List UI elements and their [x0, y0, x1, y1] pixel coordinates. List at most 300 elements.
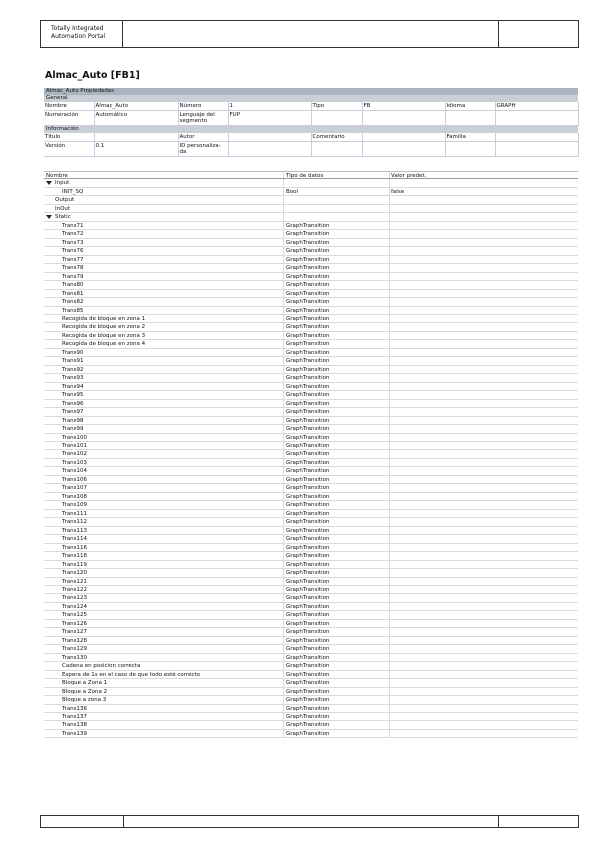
default-value	[390, 450, 578, 457]
data-type: GraphTransition	[284, 671, 390, 678]
default-value	[390, 484, 578, 491]
product-line-1: Totally Integrated	[51, 25, 104, 32]
variable-name	[44, 535, 284, 542]
table-row	[44, 188, 578, 196]
default-value	[390, 527, 578, 534]
default-value	[390, 290, 578, 297]
default-value	[390, 594, 578, 601]
product-line-2: Automation Portal	[51, 33, 106, 40]
footer-right-cell	[498, 816, 578, 827]
property-label: Familia	[445, 133, 495, 142]
data-type: GraphTransition	[284, 645, 390, 652]
table-row	[44, 637, 578, 645]
data-type: GraphTransition	[284, 425, 390, 432]
variable-name	[44, 721, 284, 728]
data-type: GraphTransition	[284, 400, 390, 407]
variable-name-text: Trans108	[62, 493, 88, 500]
variable-name-text: Trans80	[62, 282, 84, 289]
table-row	[44, 510, 578, 518]
product-name	[41, 21, 123, 47]
data-type: GraphTransition	[284, 247, 390, 254]
variable-name	[44, 230, 284, 237]
data-type: GraphTransition	[284, 230, 390, 237]
col-type-header: Tipo de datos	[284, 172, 390, 178]
default-value	[390, 273, 578, 280]
variable-name-text: Trans121	[62, 578, 88, 585]
data-type: GraphTransition	[284, 467, 390, 474]
default-value	[390, 671, 578, 678]
default-value	[390, 417, 578, 424]
property-label: Número	[178, 102, 228, 111]
variable-name-text: Trans73	[62, 239, 84, 246]
property-label: Lenguaje del segmento	[178, 111, 228, 126]
table-row	[44, 654, 578, 662]
default-value	[390, 264, 578, 271]
data-type: GraphTransition	[284, 578, 390, 585]
default-value	[390, 603, 578, 610]
variable-name	[44, 323, 284, 330]
variable-name-text: Trans92	[62, 366, 84, 373]
data-type: GraphTransition	[284, 459, 390, 466]
table-row	[44, 671, 578, 679]
table-row	[44, 256, 578, 264]
default-value	[390, 222, 578, 229]
default-value	[390, 374, 578, 381]
default-value	[390, 705, 578, 712]
default-value	[390, 552, 578, 559]
data-type	[284, 205, 390, 212]
default-value	[390, 391, 578, 398]
page-title: Almac_Auto [FB1]	[45, 70, 140, 81]
variable-name-text: Trans136	[62, 705, 88, 712]
table-row	[44, 594, 578, 602]
data-type: GraphTransition	[284, 586, 390, 593]
variable-name	[44, 467, 284, 474]
table-row	[44, 544, 578, 552]
variable-name-text: Trans96	[62, 400, 84, 407]
variable-name-text: Trans125	[62, 612, 88, 619]
property-value: 0.1	[94, 142, 178, 157]
variable-name	[44, 196, 284, 203]
default-value	[390, 442, 578, 449]
default-value	[390, 611, 578, 618]
default-value	[390, 256, 578, 263]
variable-name-text: Trans78	[62, 265, 84, 272]
variable-name-text: Recogida de bloque en zona 3	[62, 332, 146, 339]
variable-name	[44, 290, 284, 297]
variable-name-text: Bloque a Zona 2	[62, 688, 108, 695]
default-value	[390, 493, 578, 500]
default-value	[390, 688, 578, 695]
data-type: GraphTransition	[284, 705, 390, 712]
data-type: GraphTransition	[284, 569, 390, 576]
property-label	[445, 142, 495, 157]
variable-name	[44, 569, 284, 576]
info-table	[44, 133, 579, 157]
data-type	[284, 213, 390, 220]
table-row	[44, 578, 578, 586]
variable-name	[44, 662, 284, 669]
variable-name-text: Trans98	[62, 417, 84, 424]
data-type: GraphTransition	[284, 391, 390, 398]
variable-name	[44, 222, 284, 229]
data-type: GraphTransition	[284, 357, 390, 364]
default-value	[390, 434, 578, 441]
variable-name-text: Trans119	[62, 561, 88, 568]
table-row	[44, 417, 578, 425]
table-row	[44, 569, 578, 577]
property-value: Automático	[94, 111, 178, 126]
page-footer	[40, 815, 579, 828]
data-type: GraphTransition	[284, 323, 390, 330]
default-value	[390, 654, 578, 661]
default-value	[390, 247, 578, 254]
table-row	[44, 383, 578, 391]
variable-name	[44, 400, 284, 407]
data-type: GraphTransition	[284, 298, 390, 305]
variable-name	[44, 417, 284, 424]
variable-name-text: Trans71	[62, 222, 84, 229]
default-value	[390, 561, 578, 568]
info-row	[44, 133, 578, 142]
property-value	[228, 133, 311, 142]
data-type: GraphTransition	[284, 518, 390, 525]
table-row	[44, 561, 578, 569]
variable-name-text: Trans100	[62, 434, 88, 441]
expand-triangle-icon[interactable]	[46, 215, 52, 219]
data-type: GraphTransition	[284, 594, 390, 601]
table-row	[44, 340, 578, 348]
data-type: GraphTransition	[284, 561, 390, 568]
data-type: GraphTransition	[284, 730, 390, 737]
data-type: GraphTransition	[284, 434, 390, 441]
data-type: GraphTransition	[284, 688, 390, 695]
table-row	[44, 620, 578, 628]
variable-name	[44, 281, 284, 288]
col-default-header: Valor predet.	[391, 173, 427, 179]
variable-name	[44, 340, 284, 347]
default-value	[390, 298, 578, 305]
data-type: GraphTransition	[284, 281, 390, 288]
properties-section	[44, 88, 578, 157]
variable-name-text: Trans107	[62, 485, 88, 492]
table-row	[44, 603, 578, 611]
property-label: Nombre	[44, 102, 94, 111]
table-row	[44, 450, 578, 458]
variable-name-text: Trans106	[62, 476, 88, 483]
variable-name-text: Bloque a zona 3	[62, 697, 107, 704]
variable-name-text: Trans95	[62, 392, 84, 399]
variable-name-text: Input	[55, 180, 70, 187]
variable-name-text: Trans127	[62, 629, 88, 636]
variable-name-text: Trans94	[62, 383, 84, 390]
variable-name	[44, 527, 284, 534]
variable-name-text: Trans116	[62, 544, 88, 551]
default-value	[390, 569, 578, 576]
variable-name	[44, 611, 284, 618]
variable-name	[44, 671, 284, 678]
variable-name	[44, 425, 284, 432]
default-value	[390, 332, 578, 339]
default-value	[390, 281, 578, 288]
table-row	[44, 696, 578, 704]
data-type: GraphTransition	[284, 603, 390, 610]
variable-name-text: Trans128	[62, 637, 88, 644]
table-row	[44, 527, 578, 535]
data-type: GraphTransition	[284, 307, 390, 314]
variable-name-text: Trans122	[62, 586, 88, 593]
variable-name-text: Trans113	[62, 527, 88, 534]
data-type: Bool	[284, 188, 390, 195]
variable-name	[44, 315, 284, 322]
default-value	[390, 662, 578, 669]
footer-left-cell	[41, 816, 124, 827]
variable-name	[44, 408, 284, 415]
variable-name	[44, 561, 284, 568]
table-row	[44, 713, 578, 721]
data-type: GraphTransition	[284, 349, 390, 356]
default-value	[390, 467, 578, 474]
property-value: GRAPH	[495, 102, 578, 111]
variable-name	[44, 256, 284, 263]
table-row	[44, 196, 578, 204]
interface-header	[44, 171, 578, 179]
default-value	[390, 383, 578, 390]
page-header	[40, 20, 579, 48]
property-value: FB	[362, 102, 445, 111]
general-row	[44, 102, 578, 111]
variable-name	[44, 705, 284, 712]
variable-name-text: Trans72	[62, 231, 84, 238]
variable-name-text: Trans138	[62, 722, 88, 729]
default-value	[390, 307, 578, 314]
property-label: Idioma	[445, 102, 495, 111]
table-row	[44, 679, 578, 687]
default-value	[390, 400, 578, 407]
variable-name	[44, 696, 284, 703]
default-value	[390, 459, 578, 466]
data-type: GraphTransition	[284, 628, 390, 635]
variable-name-text: Trans104	[62, 468, 88, 475]
property-label	[445, 111, 495, 126]
table-row	[44, 247, 578, 255]
property-label: Versión	[44, 142, 94, 157]
table-row	[44, 705, 578, 713]
variable-name-text: Trans82	[62, 299, 84, 306]
variable-name-text: Output	[55, 197, 75, 204]
variable-name	[44, 510, 284, 517]
property-value	[362, 142, 445, 157]
default-value	[390, 578, 578, 585]
default-value	[390, 213, 578, 220]
default-value	[390, 425, 578, 432]
table-row	[44, 315, 578, 323]
variable-name	[44, 264, 284, 271]
general-table	[44, 102, 579, 126]
table-row	[44, 273, 578, 281]
data-type: GraphTransition	[284, 484, 390, 491]
default-value	[390, 315, 578, 322]
data-type: GraphTransition	[284, 611, 390, 618]
data-type: GraphTransition	[284, 290, 390, 297]
table-row	[44, 264, 578, 272]
variable-name-text: Trans114	[62, 536, 88, 543]
variable-name	[44, 594, 284, 601]
data-type: GraphTransition	[284, 544, 390, 551]
data-type: GraphTransition	[284, 417, 390, 424]
default-value	[390, 586, 578, 593]
variable-name	[44, 179, 284, 186]
table-row	[44, 730, 578, 738]
default-value	[390, 340, 578, 347]
variable-name	[44, 205, 284, 212]
table-row	[44, 493, 578, 501]
default-value	[390, 620, 578, 627]
variable-name-text: Trans112	[62, 519, 88, 526]
interface-table	[44, 171, 578, 738]
data-type: GraphTransition	[284, 501, 390, 508]
info-row	[44, 142, 578, 157]
variable-name	[44, 493, 284, 500]
default-value	[390, 349, 578, 356]
variable-name-text: Trans99	[62, 426, 84, 433]
table-row	[44, 586, 578, 594]
table-row	[44, 222, 578, 230]
variable-name	[44, 544, 284, 551]
data-type: GraphTransition	[284, 442, 390, 449]
table-row	[44, 366, 578, 374]
table-row	[44, 645, 578, 653]
variable-name-text: Static	[55, 214, 71, 221]
variable-name	[44, 501, 284, 508]
data-type: GraphTransition	[284, 366, 390, 373]
property-label: Autor	[178, 133, 228, 142]
default-value	[390, 544, 578, 551]
table-row	[44, 662, 578, 670]
table-row	[44, 298, 578, 306]
variable-name-text: Trans77	[62, 256, 84, 263]
default-value	[390, 730, 578, 737]
table-row	[44, 611, 578, 619]
variable-name	[44, 188, 284, 195]
variable-name-text: Trans130	[62, 654, 88, 661]
data-type: GraphTransition	[284, 315, 390, 322]
variable-name-text: Trans93	[62, 375, 84, 382]
data-type: GraphTransition	[284, 510, 390, 517]
default-value	[390, 366, 578, 373]
variable-name	[44, 603, 284, 610]
data-type: GraphTransition	[284, 679, 390, 686]
table-row	[44, 239, 578, 247]
variable-name	[44, 332, 284, 339]
default-value	[390, 408, 578, 415]
data-type: GraphTransition	[284, 476, 390, 483]
variable-name-text: Trans102	[62, 451, 88, 458]
variable-name-text: Trans91	[62, 358, 84, 365]
variable-name	[44, 645, 284, 652]
table-row	[44, 205, 578, 213]
general-label: General	[44, 95, 578, 102]
variable-name	[44, 620, 284, 627]
default-value	[390, 713, 578, 720]
table-row	[44, 484, 578, 492]
table-row	[44, 213, 578, 221]
table-row	[44, 408, 578, 416]
variable-name	[44, 383, 284, 390]
property-value	[495, 142, 578, 157]
general-row	[44, 111, 578, 126]
variable-name-text: INIT_SQ	[62, 188, 84, 195]
data-type: GraphTransition	[284, 713, 390, 720]
table-row	[44, 442, 578, 450]
variable-name	[44, 679, 284, 686]
variable-name	[44, 366, 284, 373]
variable-name	[44, 586, 284, 593]
variable-name-text: Trans129	[62, 646, 88, 653]
variable-name-text: Trans103	[62, 459, 88, 466]
variable-name-text: Trans79	[62, 273, 84, 280]
variable-name	[44, 450, 284, 457]
variable-name-text: Trans109	[62, 502, 88, 509]
variable-name	[44, 239, 284, 246]
table-row	[44, 434, 578, 442]
property-value	[94, 133, 178, 142]
variable-name-text: Trans97	[62, 409, 84, 416]
default-value	[390, 179, 578, 186]
data-type: GraphTransition	[284, 222, 390, 229]
default-value	[390, 196, 578, 203]
variable-name	[44, 434, 284, 441]
expand-triangle-icon[interactable]	[46, 181, 52, 185]
variable-name-text: Recogida de bloque en zona 2	[62, 324, 146, 331]
table-row	[44, 425, 578, 433]
default-value	[390, 637, 578, 644]
variable-name	[44, 476, 284, 483]
variable-name	[44, 637, 284, 644]
data-type: GraphTransition	[284, 264, 390, 271]
table-row	[44, 721, 578, 729]
data-type: GraphTransition	[284, 535, 390, 542]
default-value	[390, 518, 578, 525]
table-row	[44, 323, 578, 331]
data-type: GraphTransition	[284, 620, 390, 627]
variable-name-text: Trans137	[62, 714, 88, 720]
default-value	[390, 205, 578, 212]
data-type: GraphTransition	[284, 662, 390, 669]
table-row	[44, 332, 578, 340]
default-value	[390, 323, 578, 330]
data-type: GraphTransition	[284, 340, 390, 347]
property-value	[495, 111, 578, 126]
data-type: GraphTransition	[284, 450, 390, 457]
default-value	[390, 679, 578, 686]
property-value: FUP	[228, 111, 311, 126]
table-row	[44, 459, 578, 467]
data-type: GraphTransition	[284, 654, 390, 661]
variable-name	[44, 391, 284, 398]
table-row	[44, 400, 578, 408]
table-row	[44, 535, 578, 543]
variable-name	[44, 552, 284, 559]
variable-name-text: Trans81	[62, 290, 84, 297]
data-type: GraphTransition	[284, 637, 390, 644]
variable-name-text: Trans111	[62, 510, 88, 517]
data-type: GraphTransition	[284, 408, 390, 415]
default-value	[390, 628, 578, 635]
property-value: Almac_Auto	[94, 102, 178, 111]
table-row	[44, 349, 578, 357]
property-value	[228, 142, 311, 157]
